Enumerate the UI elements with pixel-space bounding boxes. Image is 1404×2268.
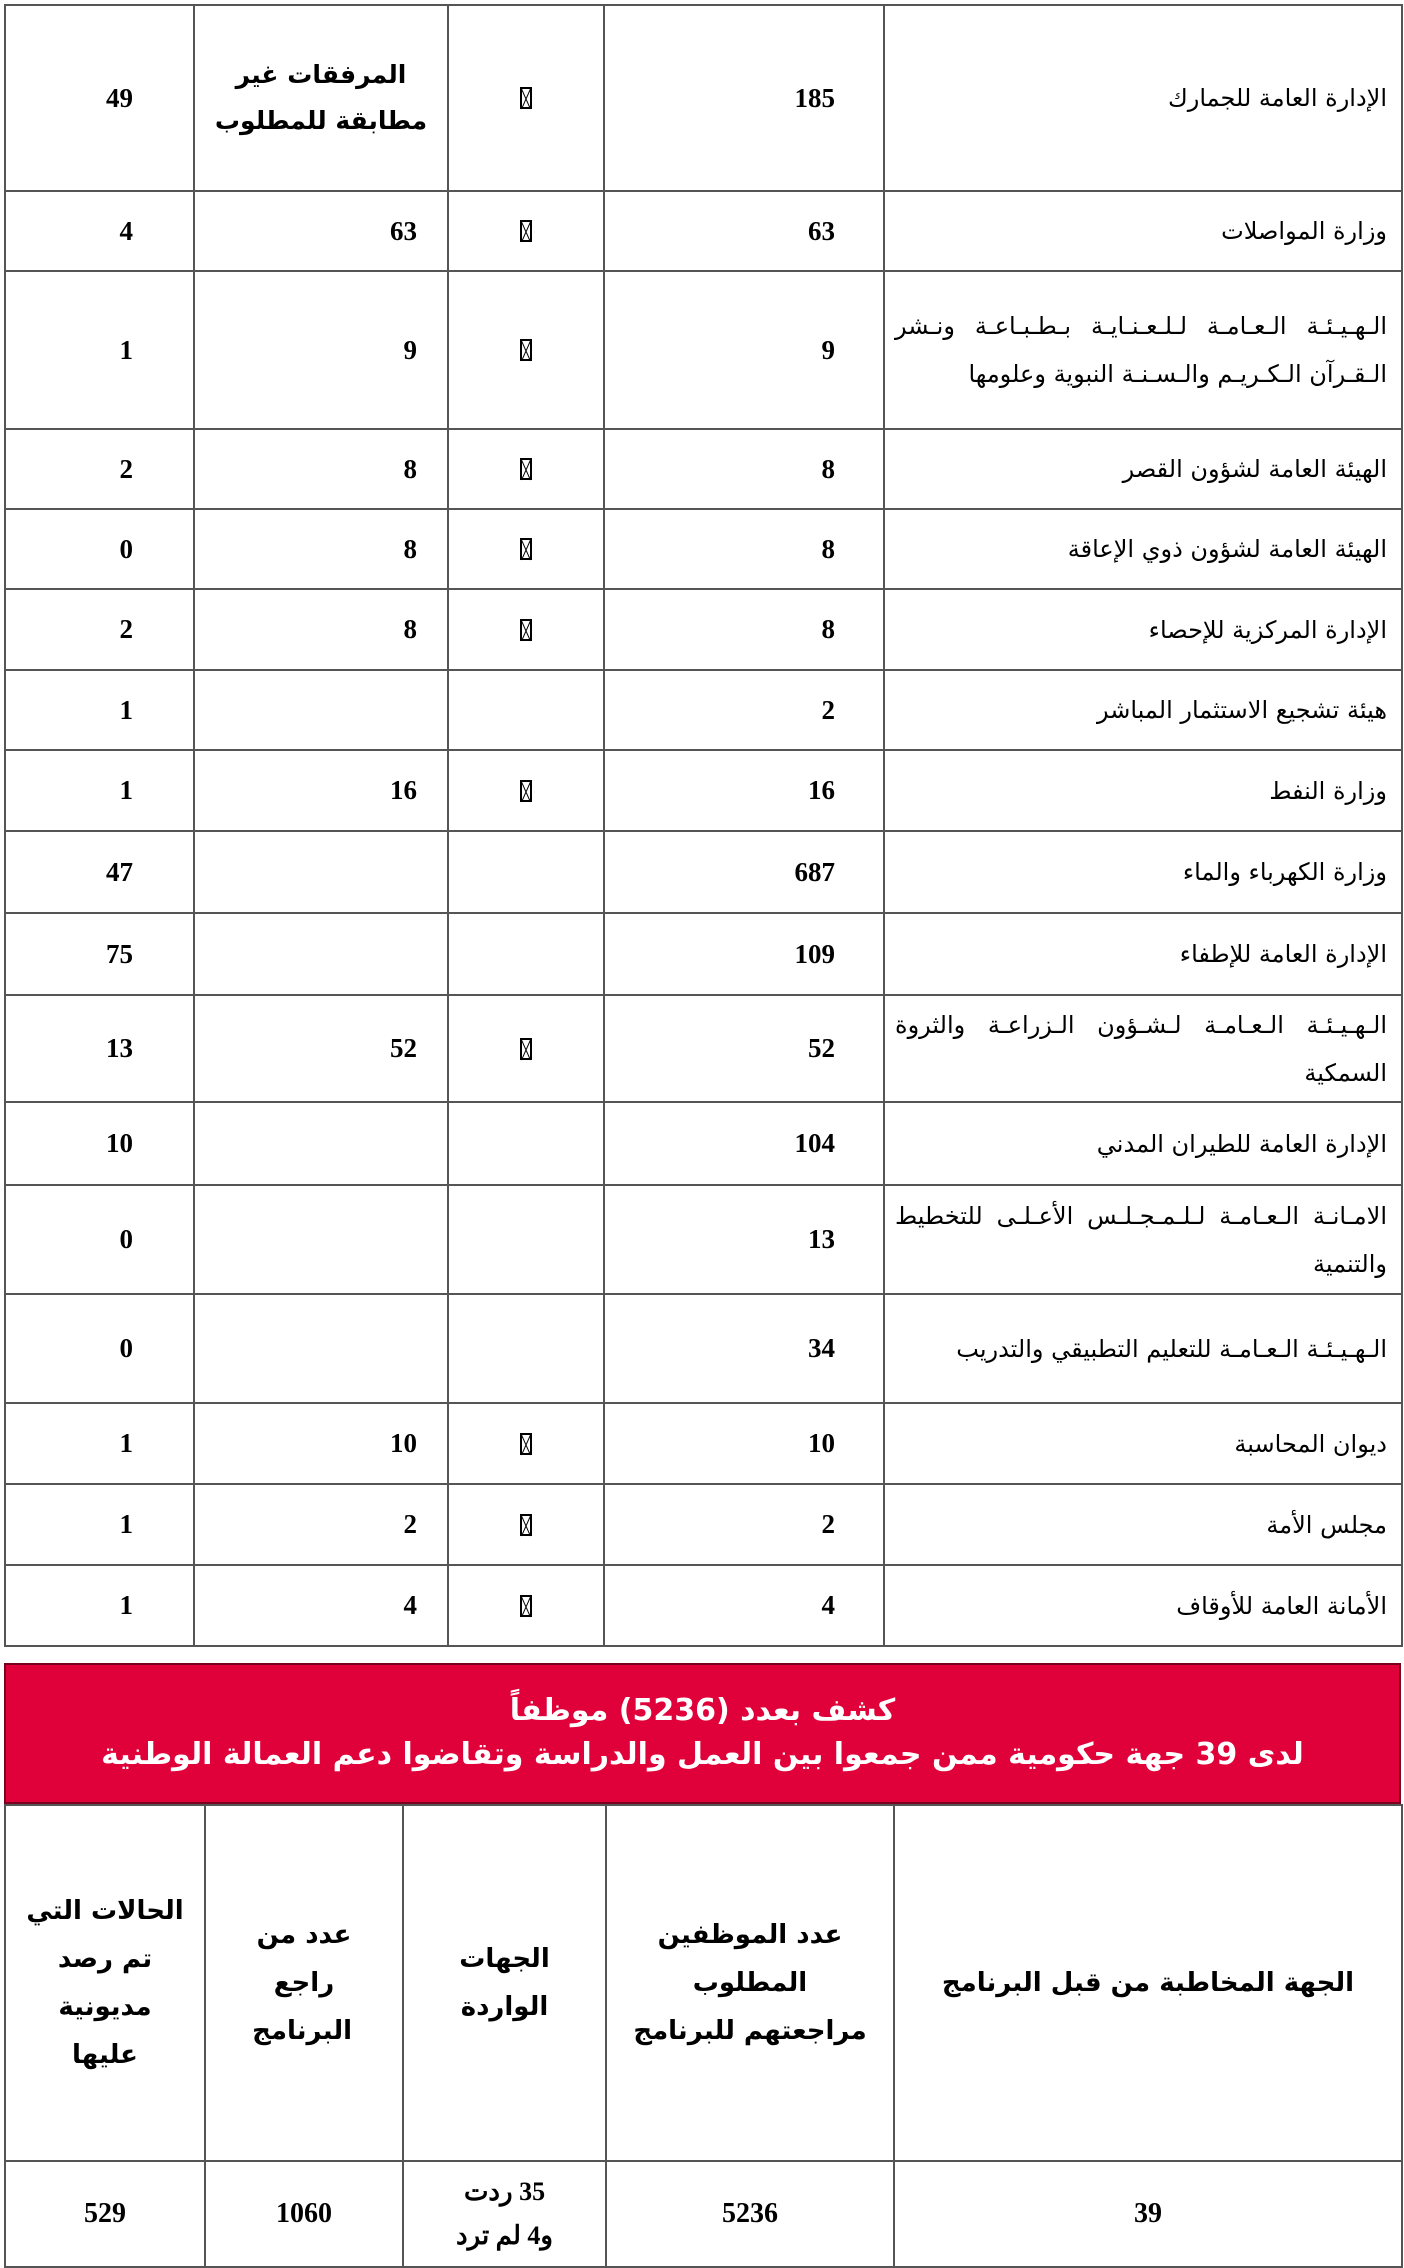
entity-name: الإدارة العامة للإطفاء (884, 913, 1402, 995)
checkbox-x-icon (520, 339, 532, 361)
checkbox-x-icon (520, 619, 532, 641)
table-row (5, 913, 1402, 995)
table-row (5, 1565, 1402, 1646)
responded-count (194, 1102, 448, 1185)
check-cell (448, 1484, 604, 1565)
responded-count (194, 913, 448, 995)
table-row (5, 429, 1402, 509)
check-cell (448, 5, 604, 191)
table-row (5, 271, 1402, 429)
debt-count: 1 (5, 670, 194, 750)
entities-table (4, 4, 1403, 1647)
header-reviewed-count: عدد من راجع البرنامج (205, 1805, 403, 2161)
responded-count: 10 (194, 1403, 448, 1484)
header-employees-required: عدد الموظفين المطلوب مراجعتهم للبرنامج (606, 1805, 894, 2161)
table-row (5, 1102, 1402, 1185)
value-responded-line1: 35 ردت (463, 2177, 546, 2206)
value-debt-cases: 529 (5, 2161, 205, 2267)
summary-data-row (5, 2161, 1402, 2267)
responded-count (194, 1294, 448, 1403)
employee-count: 4 (604, 1565, 884, 1646)
employee-count: 9 (604, 271, 884, 429)
debt-count: 1 (5, 750, 194, 831)
checkbox-x-icon (520, 538, 532, 560)
responded-count: 4 (194, 1565, 448, 1646)
entity-name: الامـانـة الـعـامـة لـلـمـجـلـس الأعـلـى للتخطيط والتنمية (884, 1185, 1402, 1294)
check-cell (448, 271, 604, 429)
responded-count (194, 831, 448, 913)
value-responded (403, 2161, 606, 2267)
employee-count: 34 (604, 1294, 884, 1403)
banner-subtitle: لدى 39 جهة حكومية ممن جمعوا بين العمل والدراسة وتقاضوا دعم العمالة الوطنية (101, 1737, 1304, 1772)
banner-title: كشف بعدد (5236) موظفاً (509, 1693, 896, 1728)
responded-count: 9 (194, 271, 448, 429)
debt-count: 0 (5, 1294, 194, 1403)
table-row (5, 995, 1402, 1102)
entity-name: ديوان المحاسبة (884, 1403, 1402, 1484)
entity-name: هيئة تشجيع الاستثمار المباشر (884, 670, 1402, 750)
checkbox-x-icon (520, 87, 532, 109)
summary-banner (4, 1663, 1401, 1804)
entity-name: الإدارة العامة للجمارك (884, 5, 1402, 191)
checkbox-x-icon (520, 1514, 532, 1536)
header-responding-entities: الجهات الواردة (403, 1805, 606, 2161)
entity-name: وزارة الكهرباء والماء (884, 831, 1402, 913)
table-row (5, 750, 1402, 831)
employee-count: 13 (604, 1185, 884, 1294)
table-row (5, 1294, 1402, 1403)
debt-count: 2 (5, 429, 194, 509)
entity-name: وزارة المواصلات (884, 191, 1402, 271)
debt-count: 0 (5, 1185, 194, 1294)
debt-count: 10 (5, 1102, 194, 1185)
responded-count: 63 (194, 191, 448, 271)
debt-count: 4 (5, 191, 194, 271)
entity-name: الإدارة العامة للطيران المدني (884, 1102, 1402, 1185)
responded-count (194, 670, 448, 750)
entity-name: الإدارة المركزية للإحصاء (884, 589, 1402, 670)
entity-name: الهيئة العامة لشؤون ذوي الإعاقة (884, 509, 1402, 589)
header-debt-cases: الحالات التي تم رصد مديونية عليها (5, 1805, 205, 2161)
table-row (5, 1484, 1402, 1565)
debt-count: 49 (5, 5, 194, 191)
employee-count: 10 (604, 1403, 884, 1484)
responded-count: 8 (194, 589, 448, 670)
debt-count: 47 (5, 831, 194, 913)
summary-header-row (5, 1805, 1402, 2161)
attachment-note: المرفقات غير مطابقة للمطلوب (194, 5, 448, 191)
checkbox-x-icon (520, 458, 532, 480)
check-cell (448, 913, 604, 995)
check-cell (448, 831, 604, 913)
debt-count: 1 (5, 271, 194, 429)
employee-count: 109 (604, 913, 884, 995)
entity-name: وزارة النفط (884, 750, 1402, 831)
table-row (5, 589, 1402, 670)
employee-count: 687 (604, 831, 884, 913)
responded-count (194, 1185, 448, 1294)
responded-count: 8 (194, 509, 448, 589)
checkbox-x-icon (520, 220, 532, 242)
check-cell (448, 1403, 604, 1484)
employee-count: 8 (604, 509, 884, 589)
employee-count: 16 (604, 750, 884, 831)
employee-count: 52 (604, 995, 884, 1102)
check-cell (448, 509, 604, 589)
check-cell (448, 750, 604, 831)
value-employees: 5236 (606, 2161, 894, 2267)
table-row (5, 509, 1402, 589)
header-addressed-entity: الجهة المخاطبة من قبل البرنامج (894, 1805, 1402, 2161)
checkbox-x-icon (520, 1433, 532, 1455)
table-row (5, 1403, 1402, 1484)
entities-table-body (5, 5, 1402, 1646)
employee-count: 8 (604, 589, 884, 670)
value-entities: 39 (894, 2161, 1402, 2267)
table-row (5, 191, 1402, 271)
entity-name: الهيئة العامة لشؤون القصر (884, 429, 1402, 509)
summary-table (4, 1804, 1403, 2268)
employee-count: 8 (604, 429, 884, 509)
employee-count: 63 (604, 191, 884, 271)
responded-count: 2 (194, 1484, 448, 1565)
checkbox-x-icon (520, 1038, 532, 1060)
debt-count: 1 (5, 1565, 194, 1646)
debt-count: 0 (5, 509, 194, 589)
entity-name: الـهـيـئـة الـعـامـة لـلـعـنـايـة بـطـبـاعـة ونـشر الـقـرآن الـكـريـم والـسـنـة النبوية وعلومها (884, 271, 1402, 429)
check-cell (448, 1565, 604, 1646)
check-cell (448, 995, 604, 1102)
employee-count: 185 (604, 5, 884, 191)
check-cell (448, 1185, 604, 1294)
check-cell (448, 429, 604, 509)
check-cell (448, 1102, 604, 1185)
checkbox-x-icon (520, 780, 532, 802)
entity-name: الـهـيـئـة الـعـامـة للتعليم التطبيقي والتدريب (884, 1294, 1402, 1403)
debt-count: 2 (5, 589, 194, 670)
responded-count: 16 (194, 750, 448, 831)
entity-name: مجلس الأمة (884, 1484, 1402, 1565)
table-row (5, 5, 1402, 191)
checkbox-x-icon (520, 1595, 532, 1617)
value-responded-line2: و4 لم ترد (456, 2221, 553, 2250)
debt-count: 1 (5, 1484, 194, 1565)
employee-count: 2 (604, 1484, 884, 1565)
check-cell (448, 589, 604, 670)
value-reviewed: 1060 (205, 2161, 403, 2267)
table-row (5, 670, 1402, 750)
table-row (5, 1185, 1402, 1294)
entity-name: الـهـيـئـة الـعـامـة لـشـؤون الـزراعـة والثروة السمكية (884, 995, 1402, 1102)
debt-count: 1 (5, 1403, 194, 1484)
check-cell (448, 1294, 604, 1403)
entity-name: الأمانة العامة للأوقاف (884, 1565, 1402, 1646)
employee-count: 104 (604, 1102, 884, 1185)
employee-count: 2 (604, 670, 884, 750)
table-row (5, 831, 1402, 913)
responded-count: 52 (194, 995, 448, 1102)
debt-count: 75 (5, 913, 194, 995)
check-cell (448, 191, 604, 271)
responded-count: 8 (194, 429, 448, 509)
debt-count: 13 (5, 995, 194, 1102)
check-cell (448, 670, 604, 750)
